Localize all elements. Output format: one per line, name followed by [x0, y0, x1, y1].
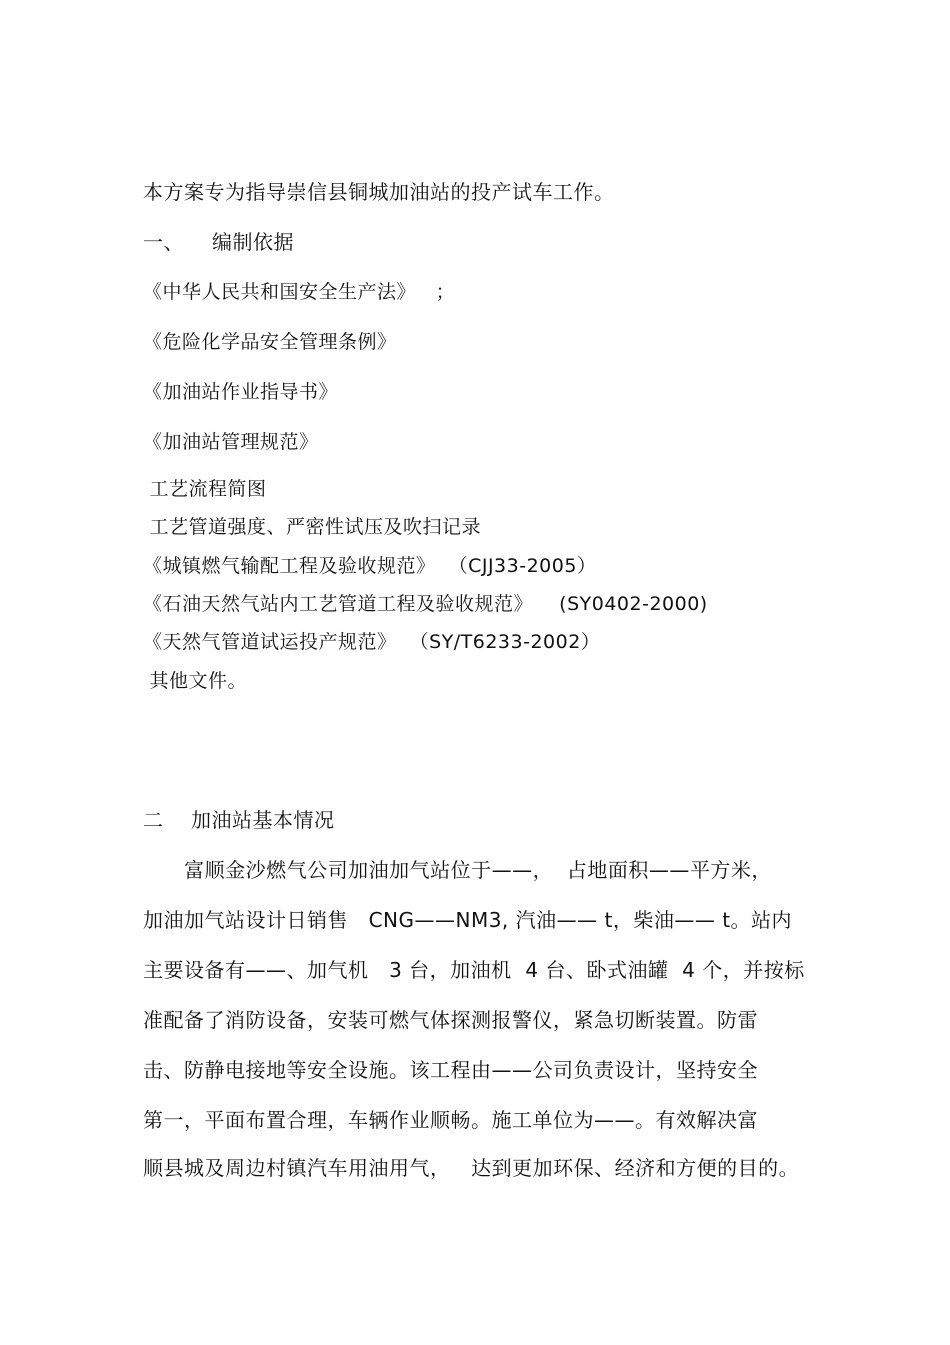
section2-title: 加油站基本情况 [191, 808, 335, 832]
reference-item: 《天然气管道试运投产规范》 （SY/T6233-2002） [143, 631, 601, 653]
reference-item: 《城镇燃气输配工程及验收规范》 （CJJ33-2005） [143, 555, 597, 577]
reference-item: 《石油天然气站内工艺管道工程及验收规范》 (SY0402-2000) [143, 593, 708, 615]
reference-item: 《危险化学品安全管理条例》 [143, 331, 397, 353]
paragraph-line: 主要设备有——、加气机 3 台，加油机 4 台、卧式油罐 4 个，并按标 [143, 958, 805, 982]
paragraph-line: 第一，平面布置合理，车辆作业顺畅。施工单位为——。有效解决富 [143, 1108, 758, 1132]
section1-number: 一、 [143, 230, 184, 254]
paragraph-line: 顺县城及周边村镇汽车用油用气， 达到更加环保、经济和方便的目的。 [143, 1156, 800, 1180]
intro-text: 本方案专为指导崇信县铜城加油站的投产试车工作。 [143, 180, 615, 204]
reference-item: 工艺流程简图 [143, 478, 267, 500]
section1-title: 编制依据 [212, 230, 294, 254]
paragraph-line: 准配备了消防设备，安装可燃气体探测报警仪，紧急切断装置。防雷 [143, 1008, 758, 1032]
paragraph-line: 击、防静电接地等安全设施。该工程由——公司负责设计，坚持安全 [143, 1058, 758, 1082]
reference-item: 《加油站管理规范》 [143, 431, 319, 453]
reference-item: 《加油站作业指导书》 [143, 381, 339, 403]
section2-number: 二 [143, 808, 164, 832]
reference-item: 工艺管道强度、严密性试压及吹扫记录 [143, 516, 482, 538]
paragraph-line: 富顺金沙燃气公司加油加气站位于——， 占地面积——平方米， [143, 858, 772, 882]
reference-item: 《中华人民共和国安全生产法》 ； [143, 281, 456, 303]
paragraph-line: 加油加气站设计日销售 CNG——NM3, 汽油—— t，柴油—— t。站内 [143, 908, 793, 932]
reference-item: 其他文件。 [143, 670, 248, 692]
